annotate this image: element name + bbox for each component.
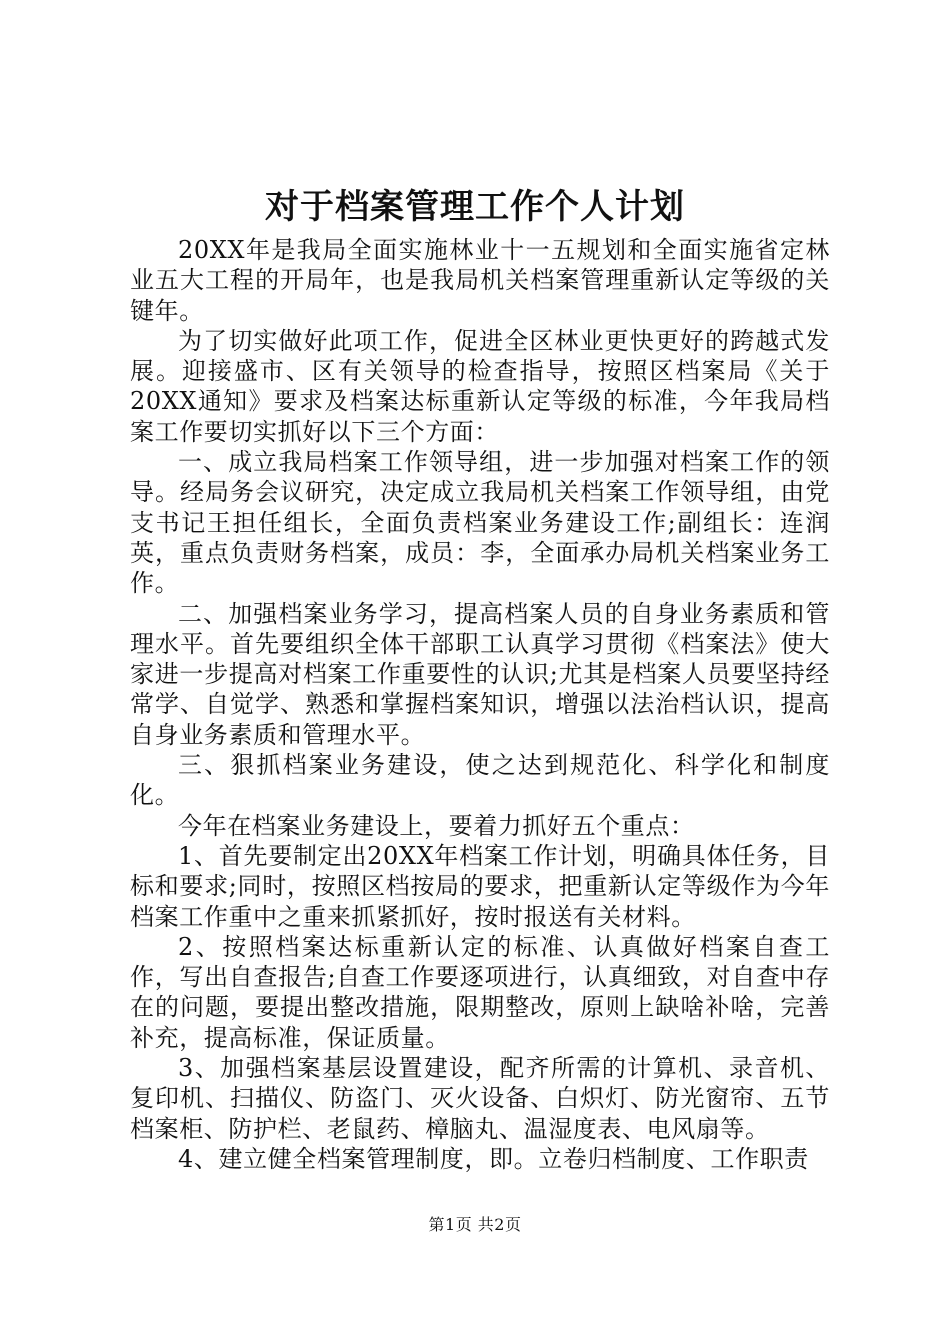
- paragraph: 为了切实做好此项工作，促进全区林业更快更好的跨越式发展。迎接盛市、区有关领导的检查指导，按照区档案局《关于20XX通知》要求及档案达标重新认定等级的标准，今年我局档案工作要切实抓好以下三个方面：: [130, 326, 830, 446]
- paragraph: 三、狠抓档案业务建设，使之达到规范化、科学化和制度化。: [130, 751, 830, 810]
- paragraph: 二、加强档案业务学习，提高档案人员的自身业务素质和管理水平。首先要组织全体干部职工认真学习贯彻《档案法》使大家进一步提高对档案工作重要性的认识;尤其是档案人员要坚持经常学、自觉学、熟悉和掌握档案知识，增强以法治档认识，提高自身业务素质和管理水平。: [130, 599, 830, 749]
- paragraph: 4、建立健全档案管理制度，即。立卷归档制度、工作职责: [178, 1144, 809, 1173]
- page-footer: 第1页 共2页: [428, 1215, 522, 1234]
- paragraph: 1、首先要制定出20XX年档案工作计划，明确具体任务，目标和要求;同时，按照区档按局的要求，把重新认定等级作为今年档案工作重中之重来抓紧抓好，按时报送有关材料。: [130, 841, 830, 931]
- paragraph: 3、加强档案基层设置建设，配齐所需的计算机、录音机、复印机、扫描仪、防盗门、灭火设备、白炽灯、防光窗帘、五节档案柜、防护栏、老鼠药、樟脑丸、温湿度表、电风扇等。: [130, 1054, 830, 1143]
- document-body: [130, 235, 830, 1174]
- paragraph: 一、成立我局档案工作领导组，进一步加强对档案工作的领导。经局务会议研究，决定成立我局机关档案工作领导组，由党支书记王担任组长，全面负责档案业务建设工作;副组长：连润英，重点负责财务档案，成员：李，全面承办局机关档案业务工作。: [130, 448, 830, 598]
- paragraph: 今年在档案业务建设上，要着力抓好五个重点：: [178, 811, 695, 840]
- paragraph: 2、按照档案达标重新认定的标准、认真做好档案自查工作，写出自查报告;自查工作要逐项进行，认真细致，对自查中存在的问题，要提出整改措施，限期整改，原则上缺啥补啥，完善补充，提高标准，保证质量。: [130, 932, 830, 1052]
- paragraph: 20XX年是我局全面实施林业十一五规划和全面实施省定林业五大工程的开局年，也是我局机关档案管理重新认定等级的关键年。: [130, 236, 830, 325]
- document-title: 对于档案管理工作个人计划: [265, 187, 685, 227]
